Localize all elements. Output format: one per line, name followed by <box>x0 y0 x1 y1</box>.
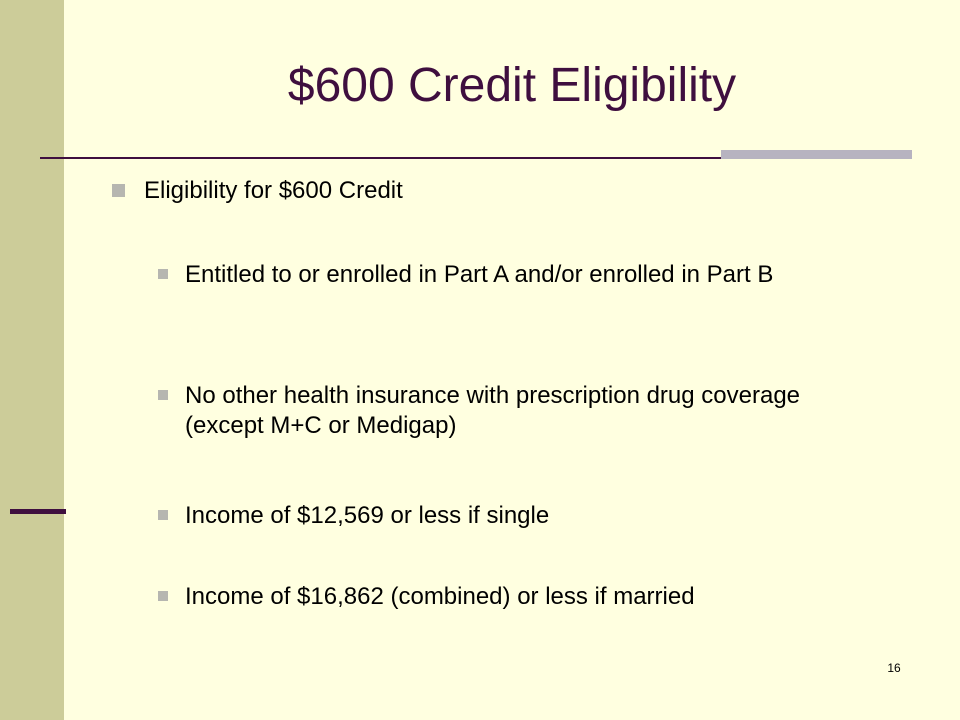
bullet-level2-text: Entitled to or enrolled in Part A and/or enrolled in Part B <box>185 261 774 288</box>
left-accent-line <box>10 509 66 514</box>
left-decorative-bar <box>0 0 64 720</box>
bullet-square-icon <box>158 510 168 520</box>
bullet-level2-text: Income of $16,862 (combined) or less if married <box>185 583 695 610</box>
bullet-square-icon <box>158 591 168 601</box>
bullet-level2-text: Income of $12,569 or less if single <box>185 502 550 529</box>
title-divider-accent <box>721 150 912 159</box>
page-number: 16 <box>887 661 901 675</box>
bullet-level2-text: No other health insurance with prescription drug coverage (except M+C or Medigap) <box>185 382 801 439</box>
bullet-square-icon <box>158 269 168 279</box>
bullet-square-icon <box>158 390 168 400</box>
slide-title: $600 Credit Eligibility <box>287 59 737 112</box>
bullet-square-icon <box>112 184 125 197</box>
bullet-level1-text: Eligibility for $600 Credit <box>144 177 403 204</box>
